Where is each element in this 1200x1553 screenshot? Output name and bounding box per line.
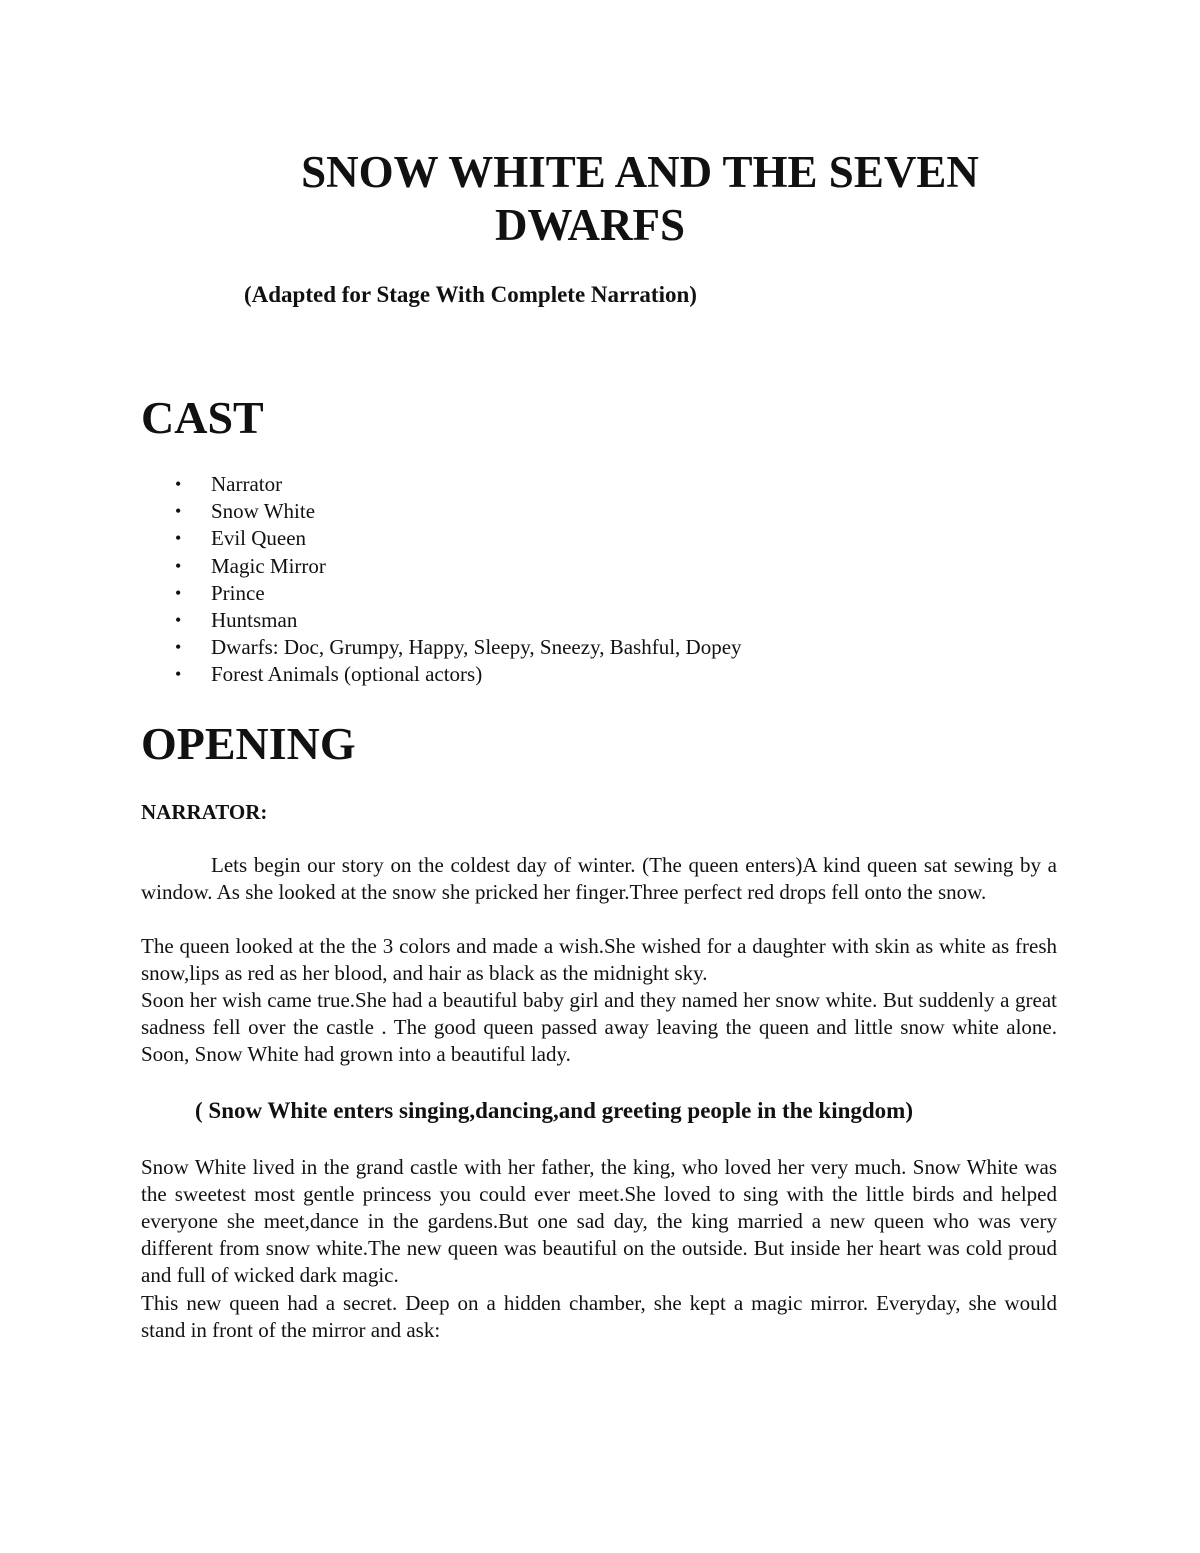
cast-item-label: Dwarfs: Doc, Grumpy, Happy, Sleepy, Sneezy, Bashful, Dopey xyxy=(211,635,742,660)
bullet-icon: • xyxy=(175,582,182,603)
bullet-icon: • xyxy=(175,528,182,549)
narration-paragraph: Soon her wish came true.She had a beautiful baby girl and they named her snow white. But suddenly a great sadness fell over the castle . The good queen passed away leaving the queen and little snow white alone. Soon, Snow White had grown into a beautiful lady. xyxy=(141,988,1057,1066)
bullet-icon: • xyxy=(175,501,182,522)
play-title-line-1: SNOW WHITE AND THE SEVEN xyxy=(301,147,979,197)
cast-item xyxy=(141,553,742,580)
bullet-icon: • xyxy=(175,664,182,685)
play-title-line-2: DWARFS xyxy=(494,200,686,250)
cast-item-label: Snow White xyxy=(211,499,316,524)
cast-item xyxy=(141,661,742,688)
cast-item xyxy=(141,498,742,525)
cast-item-label: Magic Mirror xyxy=(211,553,326,578)
cast-item-label: Prince xyxy=(211,580,265,605)
cast-heading: CAST xyxy=(141,392,264,443)
cast-item xyxy=(141,580,742,607)
play-subtitle: (Adapted for Stage With Complete Narration) xyxy=(244,282,697,307)
bullet-icon: • xyxy=(175,637,182,658)
bullet-icon: • xyxy=(175,474,182,494)
narration-paragraph: Snow White lived in the grand castle with her father, the king, who loved her very much. Snow White was the sweetest most gentle princess you could ever meet.She loved to sing with the little birds and helped everyone she meet,dance in the gardens.But one sad day, the king married a new queen who was very different from snow white.The new queen was beautiful on the outside. But inside her heart was cold proud and full of wicked dark magic. xyxy=(141,1155,1057,1287)
narration-paragraph: This new queen had a secret. Deep on a hidden chamber, she kept a magic mirror. Everyday, she would stand in front of the mirror and ask: xyxy=(141,1291,1057,1342)
cast-item xyxy=(141,634,742,661)
cast-item xyxy=(141,525,742,552)
bullet-icon: • xyxy=(175,610,182,631)
narration-paragraph: Lets begin our story on the coldest day of winter. (The queen enters)A kind queen sat sewing by a window. As she looked at the snow she pricked her finger.Three perfect red drops fell onto the snow. xyxy=(141,853,1057,904)
cast-item-label: Evil Queen xyxy=(211,526,307,551)
narration-paragraph: The queen looked at the the 3 colors and made a wish.She wished for a daughter with skin as white as fresh snow,lips as red as her blood, and hair as black as the midnight sky. xyxy=(141,934,1057,985)
cast-item-label: Narrator xyxy=(211,472,283,496)
stage-direction: ( Snow White enters singing,dancing,and greeting people in the kingdom) xyxy=(195,1098,913,1123)
cast-item xyxy=(141,471,742,498)
cast-list xyxy=(141,471,742,689)
speaker-label: NARRATOR: xyxy=(141,800,268,824)
cast-item-label: Huntsman xyxy=(211,608,298,633)
opening-heading: OPENING xyxy=(141,718,356,769)
cast-item-label: Forest Animals (optional actors) xyxy=(211,662,483,687)
bullet-icon: • xyxy=(175,555,182,576)
cast-item xyxy=(141,607,742,634)
